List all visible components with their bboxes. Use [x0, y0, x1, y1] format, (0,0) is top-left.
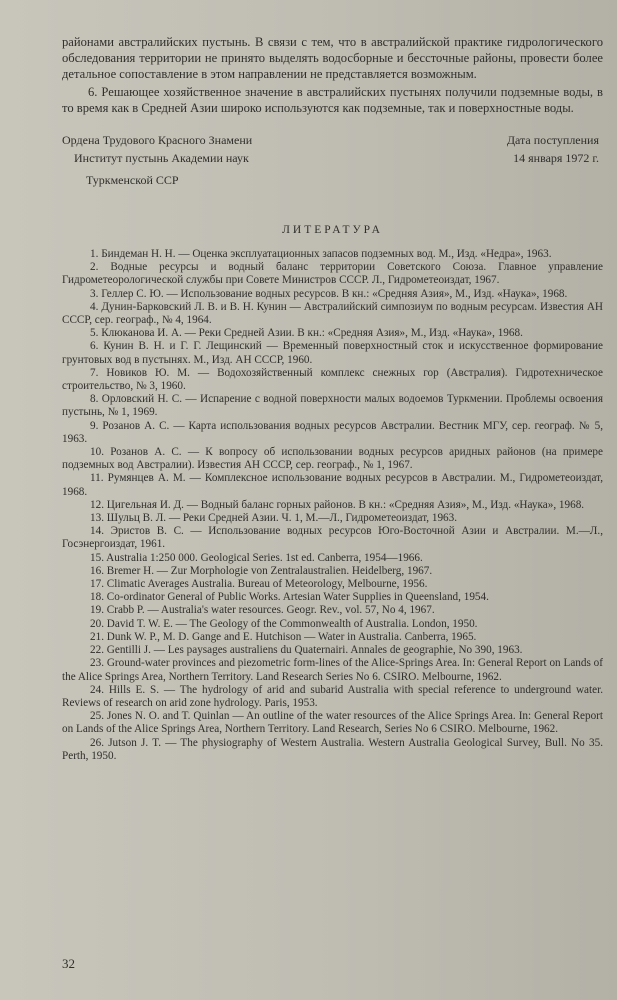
- body-paragraph: 6. Решающее хозяйственное значение в австралийских пустынях получили подземные воды, в то время как в Средней Азии широко используются как подземные, так и поверхностные воды.: [62, 85, 603, 115]
- reference-item: 16. Bremer H. — Zur Morphologie von Zentralaustralien. Heidelberg, 1967.: [90, 564, 433, 577]
- reference-item: 13. Шульц В. Л. — Реки Средней Азии. Ч. 1, М.—Л., Гидрометеоиздат, 1963.: [90, 512, 458, 525]
- received-date: 14 января 1972 г.: [513, 151, 599, 165]
- received-label: Дата поступления: [506, 133, 599, 147]
- page-number: 32: [62, 956, 75, 971]
- reference-item: 2. Водные ресурсы и водный баланс территории Советского Союза. Главное управление Гидрометеорологической службы при Совете Министров СССР. Л., Гидрометеоиздат, 1967.: [62, 261, 603, 287]
- reference-item: 15. Australia 1:250 000. Geological Series. 1st ed. Canberra, 1954—1966.: [90, 551, 423, 564]
- affiliation-block: [62, 132, 603, 216]
- reference-item: 3. Геллер С. Ю. — Использование водных ресурсов. В кн.: «Средняя Азия», М., Изд. «Наука», 1968.: [90, 287, 568, 300]
- affiliation-line: Ордена Трудового Красного Знамени: [62, 133, 253, 147]
- reference-item: 11. Румянцев А. М. — Комплексное использование водных ресурсов в Австралии. М., Гидрометеоиздат, 1968.: [62, 472, 603, 498]
- reference-item: 9. Розанов А. С. — Карта использования водных ресурсов Австралии. Вестник МГУ, сер. географ. № 5, 1963.: [62, 419, 603, 445]
- affiliation-line: Институт пустынь Академии наук: [74, 151, 249, 165]
- reference-item: 22. Gentilli J. — Les paysages australiens du Quaternairi. Annales de geographie, No 390, 1963.: [90, 644, 523, 657]
- reference-item: 17. Climatic Averages Australia. Bureau of Meteorology, Melbourne, 1956.: [90, 578, 428, 591]
- reference-item: 10. Розанов А. С. — К вопросу об использовании водных ресурсов аридных районов (на примере подземных вод Австралии). Известия АН СССР, сер. географ., № 1, 1967.: [62, 446, 603, 472]
- reference-item: 14. Эристов В. С. — Использование водных ресурсов Юго-Восточной Азии и Австралии. М.—Л., Госэнергоиздат, 1961.: [62, 525, 603, 551]
- reference-item: 18. Co-ordinator General of Public Works. Artesian Water Supplies in Queensland, 1954.: [90, 591, 489, 604]
- reference-item: 26. Jutson J. T. — The physiography of Western Australia. Western Australia Geological Survey, Bull. No 35. Perth, 1950.: [62, 736, 603, 762]
- reference-item: 25. Jones N. O. and T. Quinlan — An outline of the water resources of the Alice Springs Area. In: General Report on Lands of the Alice Springs Area, Northern Territory. Land Research, Series No 6 CSIRO. Melbourne, 1962.: [62, 710, 603, 736]
- reference-item: 19. Crabb P. — Australia's water resources. Geogr. Rev., vol. 57, No 4, 1967.: [90, 604, 435, 617]
- reference-item: 8. Орловский Н. С. — Испарение с водной поверхности малых водоемов Туркмении. Проблемы освоения пустынь, № 1, 1969.: [62, 393, 603, 419]
- reference-item: 4. Дунин-Барковский Л. В. и В. Н. Кунин — Австралийский симпозиум по водным ресурсам. Известия АН СССР, сер. географ., № 4, 1964.: [62, 300, 603, 327]
- reference-item: 12. Цигельная И. Д. — Водный баланс горных районов. В кн.: «Средняя Азия», М., Изд. «Наука», 1968.: [90, 498, 585, 511]
- reference-item: 21. Dunk W. P., M. D. Gange and E. Hutchison — Water in Australia. Canberra, 1965.: [90, 630, 477, 643]
- reference-item: 1. Биндеман Н. Н. — Оценка эксплуатационных запасов подземных вод. М., Изд. «Недра», 1963.: [90, 248, 552, 260]
- reference-item: 20. David T. W. E. — The Geology of the Commonwealth of Australia. London, 1950.: [90, 617, 478, 630]
- reference-item: 5. Клюканова И. А. — Реки Средней Азии. В кн.: «Средняя Азия», М., Изд. «Наука», 1968.: [90, 327, 523, 340]
- literature-heading: ЛИТЕРАТУРА: [282, 224, 383, 236]
- reference-item: 6. Кунин В. Н. и Г. Г. Лещинский — Временный поверхностный сток и искусственное формирование грунтовых вод в пустынях. М., Изд. АН СССР, 1960.: [62, 340, 603, 366]
- reference-item: 23. Ground-water provinces and piezometric form-lines of the Alice-Springs Area. In: General Report on Lands of the Alice Springs Area, Northern Territory. Land Research Series No 6. CSIRO. Melbourne, 1962.: [62, 657, 603, 683]
- body-paragraph: районами австралийских пустынь. В связи с тем, что в австралийской практике гидрологического обследования территории не принято выделять водосборные и бессточные районы, провести более детальное сопоставление в этом направлении не представляется возможным.: [62, 35, 603, 81]
- reference-list: [62, 248, 603, 763]
- reference-item: 7. Новиков Ю. М. — Водохозяйственный комплекс снежных гор (Австралия). Гидротехническое строительство, № 3, 1960.: [62, 366, 603, 393]
- affiliation-line: Туркменской ССР: [86, 173, 179, 187]
- reference-item: 24. Hills E. S. — The hydrology of arid and subarid Australia with special reference to underground water. Reviews of research on arid zone hydrology. Paris, 1953.: [62, 683, 603, 709]
